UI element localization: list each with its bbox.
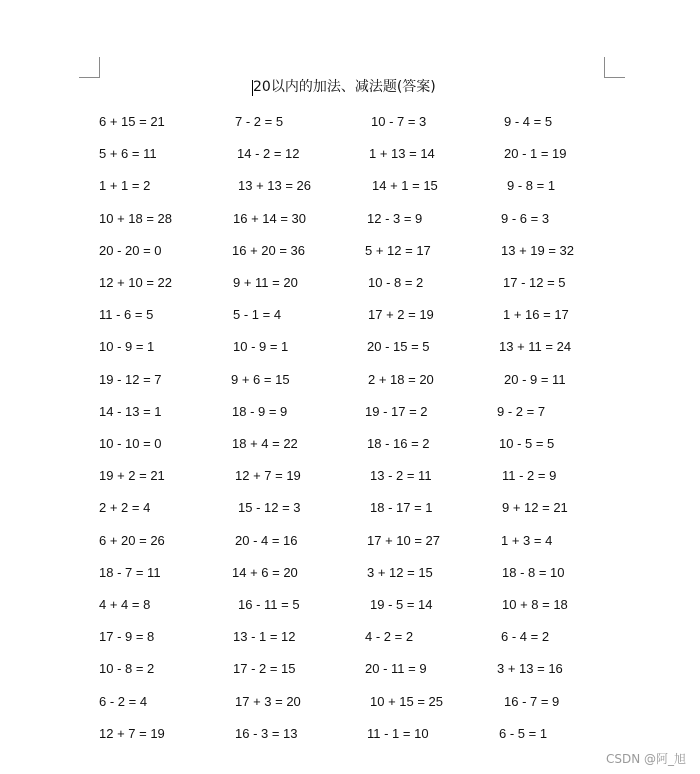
problem-cell: 20 - 9 = 11 [504,371,566,387]
problem-cell: 18 - 16 = 2 [367,436,430,451]
problem-cell: 13 + 19 = 32 [501,242,575,258]
problem-cell: 18 - 7 = 11 [99,564,161,580]
problem-cell: 10 - 7 = 3 [371,114,427,129]
problem-cell: 19 - 17 = 2 [365,403,428,419]
problem-cell: 10 - 5 = 5 [499,436,555,451]
problem-cell: 16 + 20 = 36 [232,242,306,258]
problem-cell: 10 - 10 = 0 [99,436,162,451]
problem-cell: 14 + 1 = 15 [372,178,438,194]
problem-cell: 14 - 13 = 1 [99,403,162,419]
problem-cell: 2 + 2 = 4 [99,500,151,516]
problem-cell: 9 + 11 = 20 [233,275,298,290]
problem-cell: 6 + 20 = 26 [99,532,165,548]
problem-cell: 14 - 2 = 12 [237,146,300,162]
problem-cell: 17 - 12 = 5 [503,275,566,290]
problem-cell: 5 + 12 = 17 [365,242,431,258]
problem-cell: 9 + 12 = 21 [502,500,568,516]
problem-cell: 6 + 15 = 21 [99,114,165,129]
problem-cell: 1 + 3 = 4 [501,532,553,548]
problem-cell: 13 - 2 = 11 [370,468,432,484]
problem-cell: 19 - 5 = 14 [370,597,433,612]
problem-cell: 4 - 2 = 2 [365,629,414,645]
watermark-text: CSDN @阿_旭 [605,752,686,766]
problem-cell: 2 + 18 = 20 [368,371,434,387]
problem-cell: 10 - 8 = 2 [99,661,155,677]
problem-cell: 17 - 2 = 15 [233,661,296,677]
problem-cell: 16 - 3 = 13 [235,725,298,741]
problem-cell: 17 + 10 = 27 [367,532,441,548]
problem-cell: 1 + 16 = 17 [503,307,569,323]
problem-cell: 20 - 1 = 19 [504,146,567,162]
problem-cell: 6 - 4 = 2 [501,629,550,645]
problem-cell: 1 + 13 = 14 [369,146,435,162]
problem-cell: 5 - 1 = 4 [233,307,282,323]
problem-cell: 12 - 3 = 9 [367,210,423,226]
problem-cell: 20 - 4 = 16 [235,532,298,548]
problem-cell: 13 - 1 = 12 [233,629,296,645]
problem-cell: 13 + 13 = 26 [238,178,312,194]
problem-cell: 16 + 14 = 30 [233,210,307,226]
problem-cell: 6 - 2 = 4 [99,693,148,709]
problem-cell: 18 - 9 = 9 [232,403,288,419]
problem-cell: 17 - 9 = 8 [99,629,155,645]
problem-cell: 13 + 11 = 24 [499,339,572,355]
problem-cell: 9 - 4 = 5 [504,114,553,129]
problem-cell: 11 - 2 = 9 [502,468,557,484]
problem-cell: 19 + 2 = 21 [99,468,165,484]
problem-cell: 17 + 3 = 20 [235,693,301,709]
problem-cell: 19 - 12 = 7 [99,371,162,387]
problem-cell: 1 + 1 = 2 [99,178,151,194]
problem-cell: 18 - 17 = 1 [370,500,433,516]
problem-cell: 4 + 4 = 8 [99,597,151,612]
problem-cell: 20 - 11 = 9 [365,661,427,677]
problem-cell: 11 - 1 = 10 [367,725,429,741]
problem-cell: 16 - 7 = 9 [504,693,560,709]
problem-cell: 14 + 6 = 20 [232,564,298,580]
problem-cell: 3 + 13 = 16 [497,661,563,677]
problem-cell: 9 + 6 = 15 [231,371,290,387]
problem-cell: 11 - 6 = 5 [99,307,154,323]
problem-cell: 10 - 9 = 1 [233,339,289,355]
problem-cell: 20 - 15 = 5 [367,339,430,355]
problem-cell: 10 + 15 = 25 [370,693,444,709]
problem-cell: 9 - 8 = 1 [507,178,556,194]
problem-cell: 16 - 11 = 5 [238,597,300,612]
problem-cell: 12 + 10 = 22 [99,275,173,290]
page-title: 20以内的加法、减法题(答案) [253,79,436,95]
problem-cell: 5 + 6 = 11 [99,146,157,162]
problem-cell: 9 - 2 = 7 [497,403,546,419]
problem-cell: 6 - 5 = 1 [499,725,548,741]
problem-cell: 10 + 18 = 28 [99,210,173,226]
problem-cell: 12 + 7 = 19 [99,725,165,741]
problem-cell: 18 + 4 = 22 [232,436,298,451]
problem-cell: 9 - 6 = 3 [501,210,550,226]
problem-cell: 3 + 12 = 15 [367,564,433,580]
problem-cell: 10 - 8 = 2 [368,275,424,290]
problem-cell: 7 - 2 = 5 [235,114,284,129]
problem-cell: 20 - 20 = 0 [99,242,162,258]
problem-cell: 15 - 12 = 3 [238,500,301,516]
problem-cell: 17 + 2 = 19 [368,307,434,323]
problem-cell: 18 - 8 = 10 [502,564,565,580]
problem-cell: 10 - 9 = 1 [99,339,155,355]
problem-cell: 10 + 8 = 18 [502,597,568,612]
problem-cell: 12 + 7 = 19 [235,468,301,484]
